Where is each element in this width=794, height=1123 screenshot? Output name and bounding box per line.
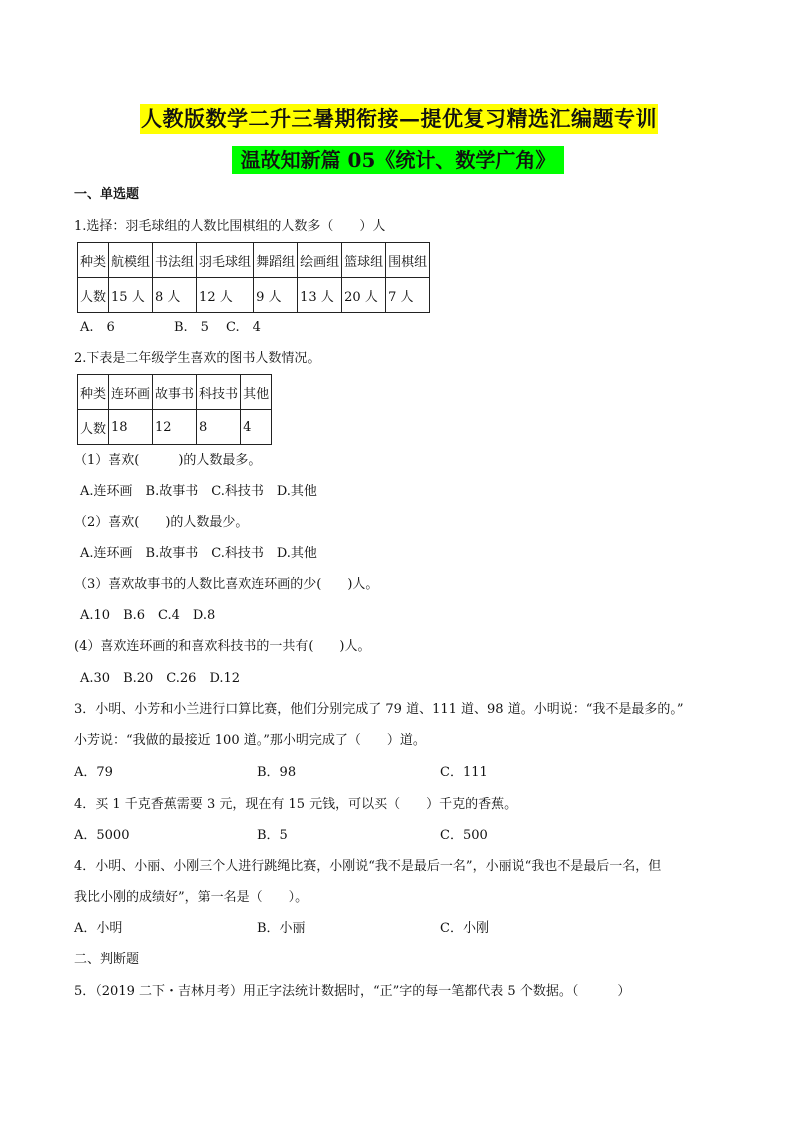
document-title: 人教版数学二升三暑期衔接—提优复习精选汇编题专训 xyxy=(140,104,658,134)
table-cell: 9 人 xyxy=(254,278,298,313)
question-5-stem: 5．（2019 二下・吉林月考）用正字法统计数据时，“正”字的每一笔都代表 5 个数据。（ ） xyxy=(74,984,631,999)
question-1-table xyxy=(77,242,430,313)
table-cell: 其他 xyxy=(241,375,272,410)
question-4-banana-option-a: A．5000 xyxy=(74,828,130,843)
question-4-banana-option-b: B．5 xyxy=(257,828,288,843)
table-cell: 科技书 xyxy=(197,375,241,410)
question-4-jumprope-line-1: 4．小明、小丽、小刚三个人进行跳绳比赛，小刚说“我不是最后一名”，小丽说“我也不是最后一名，但 xyxy=(74,859,662,874)
question-3-line-2: 小芳说：“我做的最接近 100 道。”那小明完成了（ ）道。 xyxy=(74,733,426,748)
question-2-sub-1-options: A.连环画 B.故事书 C.科技书 D.其他 xyxy=(80,484,317,499)
question-3-option-b: B．98 xyxy=(257,765,297,780)
question-1-option-a: A. 6 xyxy=(80,320,115,335)
question-2-sub-2: （2）喜欢( )的人数最少。 xyxy=(74,515,249,530)
question-4-banana-option-c: C．500 xyxy=(440,828,488,843)
table-cell: 篮球组 xyxy=(342,243,386,278)
question-1-option-c: C. 4 xyxy=(226,320,261,335)
table-cell: 舞蹈组 xyxy=(254,243,298,278)
table-cell: 13 人 xyxy=(298,278,342,313)
question-4-jumprope-option-a: A．小明 xyxy=(74,921,123,936)
table-cell: 羽毛球组 xyxy=(197,243,254,278)
table-cell: 航模组 xyxy=(109,243,153,278)
question-2-sub-3: （3）喜欢故事书的人数比喜欢连环画的少( )人。 xyxy=(74,577,379,592)
question-4-jumprope-line-2: 我比小刚的成绩好”，第一名是（ ）。 xyxy=(74,890,309,905)
question-4-jumprope-option-b: B．小丽 xyxy=(257,921,306,936)
table-cell: 绘画组 xyxy=(298,243,342,278)
table-row xyxy=(78,278,430,313)
table-cell: 连环画 xyxy=(109,375,153,410)
question-2-sub-3-options: A.10 B.6 C.4 D.8 xyxy=(80,608,216,623)
question-2-sub-2-options: A.连环画 B.故事书 C.科技书 D.其他 xyxy=(80,546,317,561)
question-3-option-c: C．111 xyxy=(440,765,488,780)
table-cell: 8 人 xyxy=(153,278,197,313)
question-3-option-a: A．79 xyxy=(74,765,113,780)
question-2-sub-1: （1）喜欢( )的人数最多。 xyxy=(74,453,262,468)
table-cell: 书法组 xyxy=(153,243,197,278)
table-cell: 人数 xyxy=(78,410,109,445)
table-cell: 12 人 xyxy=(197,278,254,313)
table-cell: 15 人 xyxy=(109,278,153,313)
table-cell: 种类 xyxy=(78,375,109,410)
table-cell: 18 xyxy=(109,410,153,445)
section-heading-single-choice: 一、单选题 xyxy=(74,187,140,202)
table-cell: 人数 xyxy=(78,278,109,313)
question-2-stem: 2.下表是二年级学生喜欢的图书人数情况。 xyxy=(74,351,321,366)
question-3-line-1: 3．小明、小芳和小兰进行口算比赛，他们分别完成了 79 道、111 道、98 道。小明说：“我不是最多的。” xyxy=(74,702,684,717)
table-cell: 12 xyxy=(153,410,197,445)
section-heading-true-false: 二、判断题 xyxy=(74,952,140,967)
table-row xyxy=(78,243,430,278)
table-cell: 8 xyxy=(197,410,241,445)
question-4-banana-stem: 4．买 1 千克香蕉需要 3 元，现在有 15 元钱，可以买（ ）千克的香蕉。 xyxy=(74,797,518,812)
question-1-option-b: B. 5 xyxy=(174,320,209,335)
table-cell: 20 人 xyxy=(342,278,386,313)
table-row xyxy=(78,410,272,445)
question-2-table xyxy=(77,374,272,445)
document-subtitle: 温故知新篇 05《统计、数学广角》 xyxy=(232,146,564,174)
table-cell: 故事书 xyxy=(153,375,197,410)
table-cell: 围棋组 xyxy=(386,243,430,278)
table-row xyxy=(78,375,272,410)
table-cell: 种类 xyxy=(78,243,109,278)
table-cell: 4 xyxy=(241,410,272,445)
question-4-jumprope-option-c: C．小刚 xyxy=(440,921,489,936)
question-1-stem: 1.选择：羽毛球组的人数比围棋组的人数多（ ）人 xyxy=(74,219,386,234)
question-2-sub-4-options: A.30 B.20 C.26 D.12 xyxy=(80,671,241,686)
table-cell: 7 人 xyxy=(386,278,430,313)
question-2-sub-4: (4）喜欢连环画的和喜欢科技书的一共有( )人。 xyxy=(74,639,371,654)
